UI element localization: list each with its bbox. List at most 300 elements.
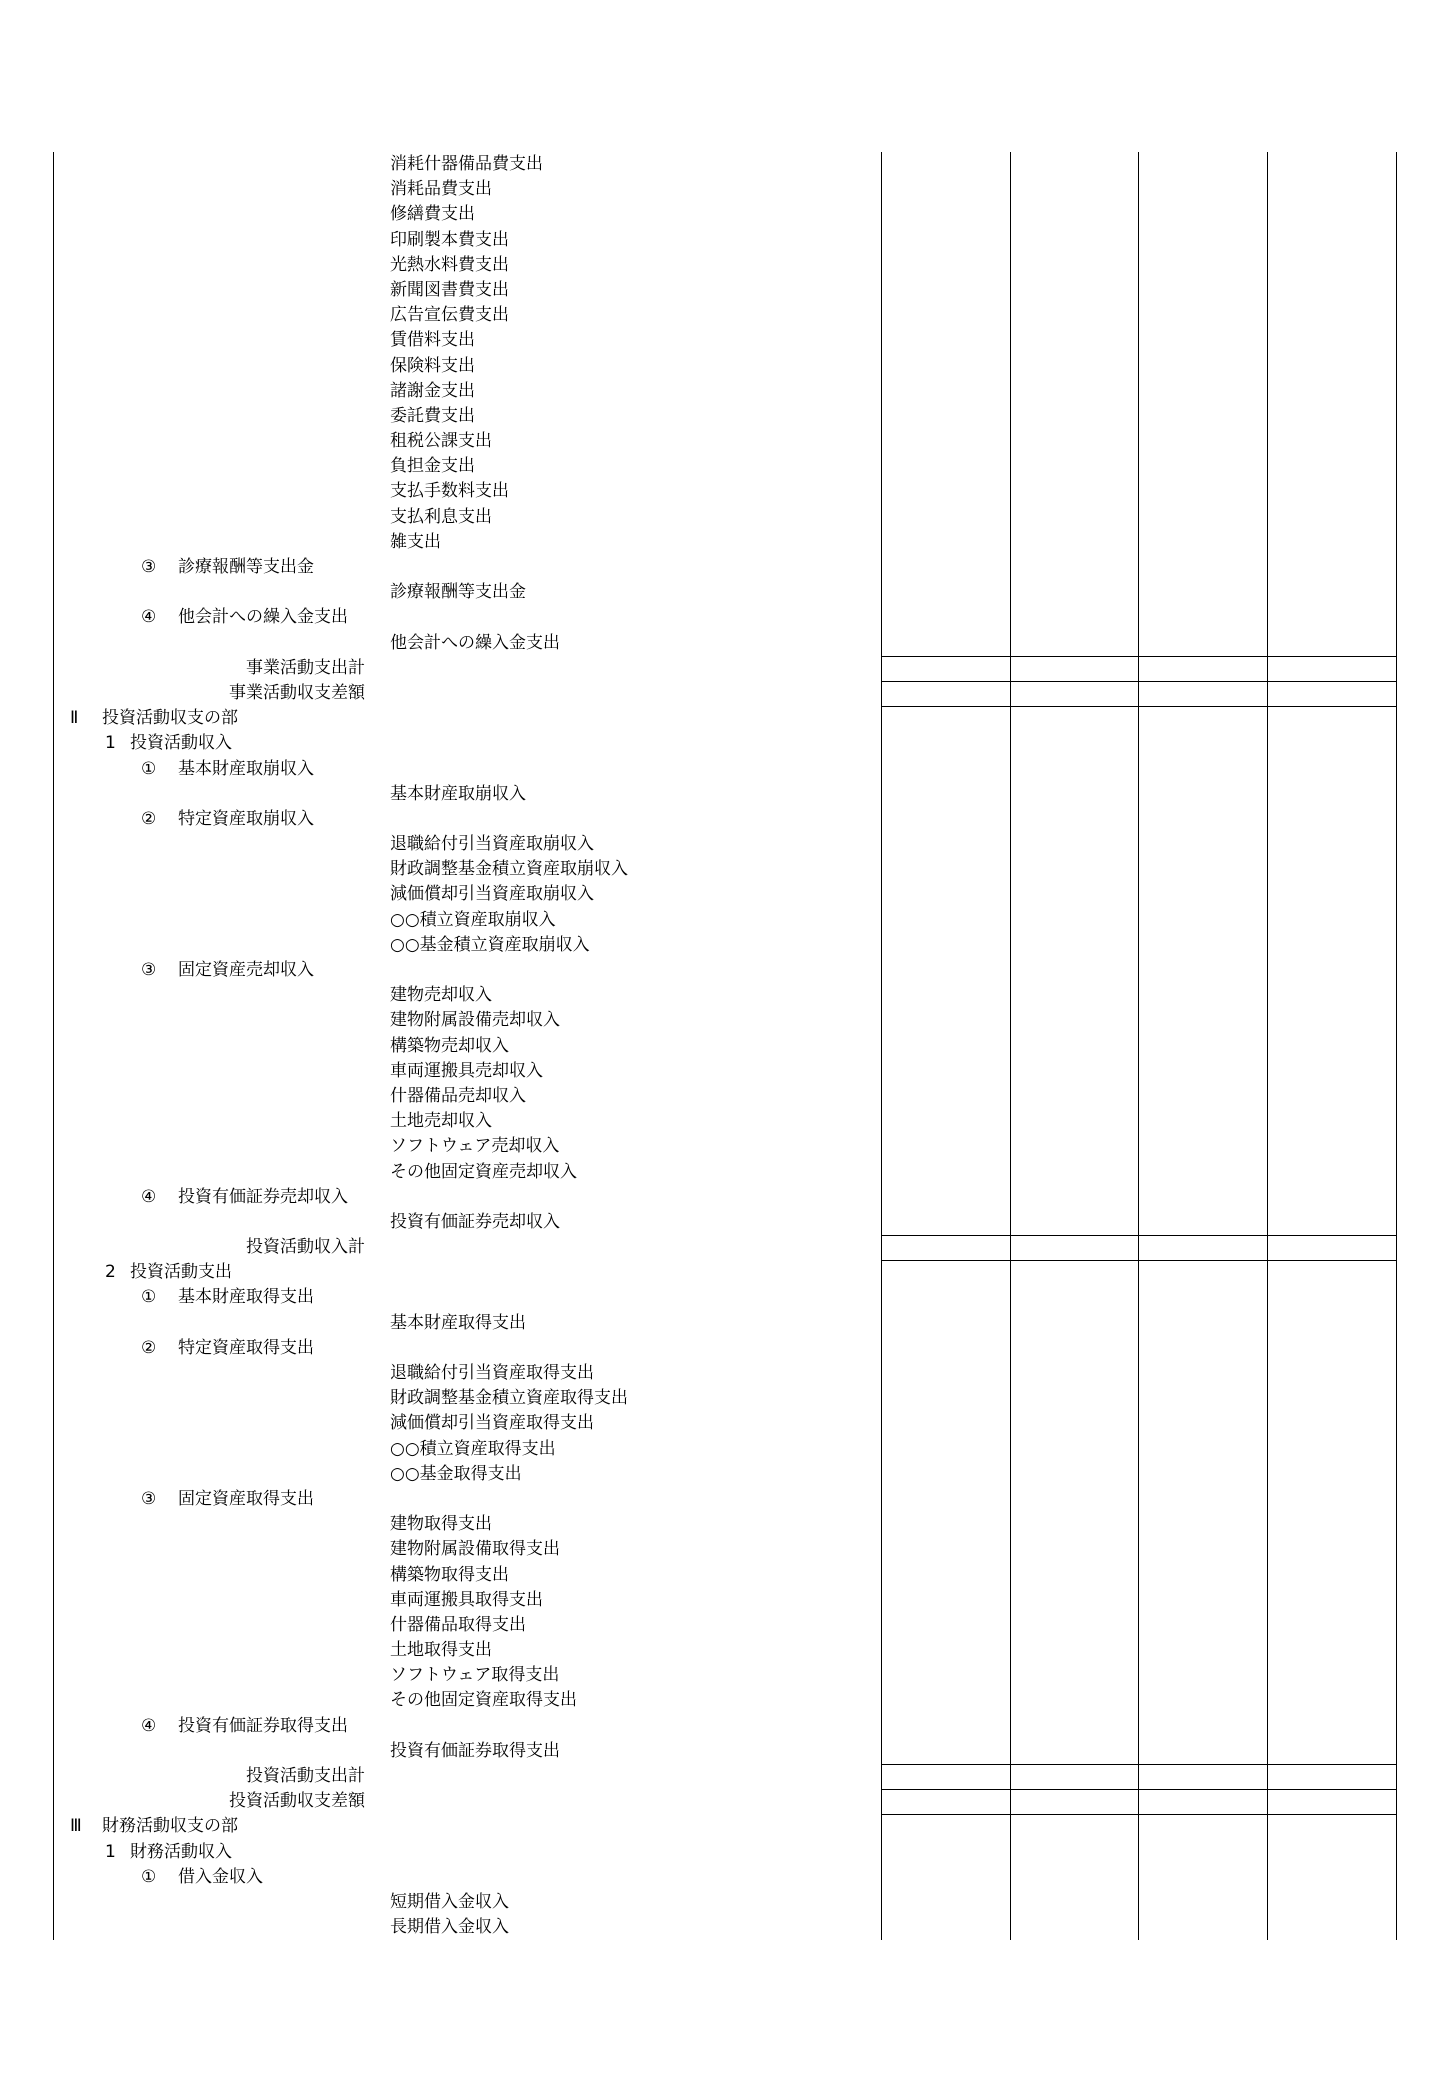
amount-cell [1267, 1663, 1397, 1688]
amount-cell [1138, 555, 1267, 580]
amount-cell [1267, 429, 1397, 454]
amount-cell [1010, 303, 1138, 328]
amount-cell [1010, 530, 1138, 555]
amount-cell [1010, 1084, 1138, 1109]
table-row-item [54, 1386, 1397, 1411]
row-label: 修繕費支出 [390, 204, 475, 225]
table-row-item [54, 354, 1397, 379]
amount-cell [881, 580, 1010, 605]
table-row-item [54, 933, 1397, 958]
amount-cell [1010, 807, 1138, 832]
amount-cell [1267, 1160, 1397, 1185]
amount-cell [881, 1134, 1010, 1159]
amount-cell [1267, 1865, 1397, 1890]
amount-cell [1267, 933, 1397, 958]
row-number: ② [141, 1337, 157, 1358]
amount-cell [881, 1361, 1010, 1386]
amount-cell [1267, 1739, 1397, 1764]
amount-cell [1010, 1059, 1138, 1084]
amount-cell [1138, 1814, 1267, 1839]
table-row-item [54, 1462, 1397, 1487]
row-label: 基本財産取崩収入 [390, 783, 526, 804]
row-label: 支払手数料支出 [390, 481, 509, 502]
table-row-item [54, 1437, 1397, 1462]
amount-cell [1010, 1588, 1138, 1613]
amount-cell [1138, 429, 1267, 454]
amount-cell [881, 177, 1010, 202]
table-row-item [54, 1613, 1397, 1638]
table-row-item [54, 1688, 1397, 1713]
table-row-item [54, 1537, 1397, 1562]
amount-cell [1010, 832, 1138, 857]
table-row-sec1 [54, 1260, 1397, 1285]
table-row-total [54, 1789, 1397, 1814]
amount-cell [1267, 404, 1397, 429]
amount-cell [1138, 1386, 1267, 1411]
amount-cell [881, 1084, 1010, 1109]
amount-cell [1267, 1185, 1397, 1210]
amount-cell [1138, 1034, 1267, 1059]
row-label: 建物売却収入 [390, 985, 492, 1006]
amount-cell [1267, 631, 1397, 656]
amount-cell [1138, 807, 1267, 832]
row-label: 財務活動収入 [130, 1841, 232, 1862]
table-row-sub [54, 605, 1397, 630]
amount-cell [881, 1336, 1010, 1361]
amount-cell [881, 656, 1010, 681]
table-row-sub [54, 757, 1397, 782]
table-row-total [54, 1764, 1397, 1789]
row-label: 土地売却収入 [390, 1111, 492, 1132]
amount-cell [1010, 681, 1138, 706]
table-row-sub [54, 1285, 1397, 1310]
amount-cell [1138, 1059, 1267, 1084]
amount-cell [1010, 1437, 1138, 1462]
amount-cell [1010, 1311, 1138, 1336]
amount-cell [1138, 1336, 1267, 1361]
amount-cell [881, 1285, 1010, 1310]
table-row-item [54, 328, 1397, 353]
row-label: 減価償却引当資産取崩収入 [390, 884, 594, 905]
amount-cell [1138, 1260, 1267, 1285]
row-label: 他会計への繰入金支出 [178, 607, 348, 628]
amount-cell [881, 152, 1010, 177]
amount-cell [1138, 379, 1267, 404]
table-row-item [54, 1084, 1397, 1109]
table-row-item [54, 857, 1397, 882]
row-label: 財政調整基金積立資産取得支出 [390, 1388, 628, 1409]
row-label: 新聞図書費支出 [390, 279, 509, 300]
amount-cell [881, 1109, 1010, 1134]
amount-cell [1267, 1688, 1397, 1713]
amount-cell [1138, 706, 1267, 731]
amount-cell [1010, 1537, 1138, 1562]
amount-cell [881, 1512, 1010, 1537]
amount-cell [1010, 454, 1138, 479]
amount-cell [881, 1840, 1010, 1865]
amount-cell [1267, 253, 1397, 278]
table-row-item [54, 1134, 1397, 1159]
amount-cell [1267, 1638, 1397, 1663]
amount-cell [1267, 1008, 1397, 1033]
table-row-total [54, 656, 1397, 681]
amount-cell [1267, 1537, 1397, 1562]
amount-cell [1138, 530, 1267, 555]
table-row-item [54, 228, 1397, 253]
table-row-sub [54, 1487, 1397, 1512]
amount-cell [1138, 1563, 1267, 1588]
row-label: 特定資産取崩収入 [178, 808, 314, 829]
amount-cell [1267, 1260, 1397, 1285]
amount-cell [1010, 1008, 1138, 1033]
amount-cell [881, 228, 1010, 253]
amount-cell [1010, 882, 1138, 907]
amount-cell [1010, 958, 1138, 983]
amount-cell [881, 1588, 1010, 1613]
row-label: 什器備品売却収入 [390, 1085, 526, 1106]
amount-cell [1010, 782, 1138, 807]
amount-cell [1267, 328, 1397, 353]
table-row-item [54, 1563, 1397, 1588]
table-row-item [54, 832, 1397, 857]
row-label: 建物取得支出 [390, 1514, 492, 1535]
table-row-item [54, 1890, 1397, 1915]
amount-cell [1267, 857, 1397, 882]
row-label: 基本財産取崩収入 [178, 758, 314, 779]
amount-cell [881, 1487, 1010, 1512]
amount-cell [1010, 1865, 1138, 1890]
amount-cell [881, 1537, 1010, 1562]
amount-cell [1010, 731, 1138, 756]
table-row-item [54, 479, 1397, 504]
amount-cell [881, 1563, 1010, 1588]
row-label: 長期借入金収入 [390, 1917, 509, 1938]
amount-cell [881, 908, 1010, 933]
total-label: 投資活動収入計 [246, 1237, 365, 1258]
amount-cell [1138, 1915, 1267, 1940]
amount-cell [881, 1638, 1010, 1663]
amount-cell [1138, 1285, 1267, 1310]
amount-cell [1267, 1487, 1397, 1512]
row-number: 1 [105, 1841, 116, 1862]
amount-cell [1267, 1789, 1397, 1814]
amount-cell [881, 1008, 1010, 1033]
amount-cell [1010, 757, 1138, 782]
amount-cell [1267, 908, 1397, 933]
amount-cell [1267, 580, 1397, 605]
amount-cell [1010, 1361, 1138, 1386]
amount-cell [1267, 555, 1397, 580]
table-row-sub [54, 807, 1397, 832]
row-label: 委託費支出 [390, 405, 475, 426]
row-label: ソフトウェア売却収入 [390, 1136, 560, 1157]
amount-cell [881, 782, 1010, 807]
amount-cell [881, 1210, 1010, 1235]
amount-cell [1138, 1764, 1267, 1789]
amount-cell [1010, 1386, 1138, 1411]
amount-cell [1138, 958, 1267, 983]
row-label: 建物附属設備売却収入 [390, 1010, 560, 1031]
amount-cell [1010, 202, 1138, 227]
amount-cell [1267, 882, 1397, 907]
row-number: 2 [105, 1262, 116, 1283]
row-label: 車両運搬具取得支出 [390, 1589, 543, 1610]
amount-cell [881, 832, 1010, 857]
amount-cell [1010, 1411, 1138, 1436]
table-row-sec [54, 706, 1397, 731]
amount-cell [1010, 1512, 1138, 1537]
amount-cell [1267, 1714, 1397, 1739]
amount-cell [881, 882, 1010, 907]
amount-cell [881, 1260, 1010, 1285]
amount-cell [881, 1814, 1010, 1839]
table-row-item [54, 882, 1397, 907]
table-row-item [54, 1008, 1397, 1033]
amount-cell [1267, 1613, 1397, 1638]
amount-cell [1267, 228, 1397, 253]
amount-cell [1138, 404, 1267, 429]
row-label: 基本財産取得支出 [178, 1287, 314, 1308]
row-label: 診療報酬等支出金 [390, 582, 526, 603]
amount-cell [1138, 1789, 1267, 1814]
amount-cell [1010, 1134, 1138, 1159]
table-row-item [54, 404, 1397, 429]
row-label: 退職給付引当資産取得支出 [390, 1363, 594, 1383]
table-row-total [54, 1235, 1397, 1260]
amount-cell [1010, 656, 1138, 681]
amount-cell [1010, 177, 1138, 202]
total-label: 事業活動収支差額 [229, 682, 365, 703]
table-row-sec1 [54, 731, 1397, 756]
table-row-item [54, 429, 1397, 454]
amount-cell [1010, 1034, 1138, 1059]
amount-cell [1267, 605, 1397, 630]
table-row-sub [54, 1185, 1397, 1210]
amount-cell [881, 1663, 1010, 1688]
row-label: 診療報酬等支出金 [178, 557, 314, 577]
amount-cell [881, 807, 1010, 832]
row-number: Ⅱ [70, 708, 79, 729]
amount-cell [881, 379, 1010, 404]
amount-cell [1010, 228, 1138, 253]
amount-cell [1267, 152, 1397, 177]
table-row-item [54, 1915, 1397, 1940]
total-label: 投資活動支出計 [246, 1766, 365, 1786]
row-label: ○○積立資産取得支出 [390, 1438, 556, 1459]
amount-cell [1138, 731, 1267, 756]
amount-cell [1010, 1789, 1138, 1814]
amount-cell [1010, 1915, 1138, 1940]
table-row-total [54, 681, 1397, 706]
amount-cell [1138, 1714, 1267, 1739]
amount-cell [1138, 1235, 1267, 1260]
row-label: 消耗什器備品費支出 [390, 154, 543, 174]
row-label: 建物附属設備取得支出 [390, 1539, 560, 1560]
amount-cell [1138, 1008, 1267, 1033]
row-label: 投資活動収支の部 [102, 708, 238, 729]
amount-cell [881, 857, 1010, 882]
amount-cell [881, 1739, 1010, 1764]
amount-cell [1267, 1386, 1397, 1411]
amount-cell [1138, 328, 1267, 353]
table-row-item [54, 202, 1397, 227]
amount-cell [881, 706, 1010, 731]
table-row-item [54, 983, 1397, 1008]
amount-cell [881, 429, 1010, 454]
table-row-item [54, 1739, 1397, 1764]
row-label: 固定資産取得支出 [178, 1488, 314, 1509]
table-row-sub [54, 555, 1397, 580]
table-row-item [54, 1361, 1397, 1386]
table-row-item [54, 1059, 1397, 1084]
amount-cell [881, 1865, 1010, 1890]
amount-cell [1010, 253, 1138, 278]
row-label: 投資活動収入 [130, 733, 232, 754]
amount-cell [1138, 1638, 1267, 1663]
row-number: ④ [141, 1715, 157, 1736]
row-label: 諸謝金支出 [390, 380, 475, 401]
amount-cell [1138, 1613, 1267, 1638]
amount-cell [1138, 152, 1267, 177]
table-row-sub [54, 1865, 1397, 1890]
table-row-item [54, 177, 1397, 202]
amount-cell [1267, 757, 1397, 782]
amount-cell [881, 505, 1010, 530]
table-row-item [54, 631, 1397, 656]
amount-cell [1138, 1588, 1267, 1613]
amount-cell [1010, 1840, 1138, 1865]
amount-cell [1267, 1210, 1397, 1235]
amount-cell [881, 253, 1010, 278]
row-label: 印刷製本費支出 [390, 229, 509, 250]
row-number: 1 [105, 733, 116, 754]
table-row-item [54, 1210, 1397, 1235]
amount-cell [881, 454, 1010, 479]
amount-cell [1267, 1235, 1397, 1260]
amount-cell [1010, 1109, 1138, 1134]
row-label: 財務活動収支の部 [102, 1816, 238, 1837]
amount-cell [1010, 1613, 1138, 1638]
amount-cell [1010, 605, 1138, 630]
table-row-item [54, 152, 1397, 177]
amount-cell [1267, 1512, 1397, 1537]
amount-cell [1267, 1134, 1397, 1159]
budget-statement-table [53, 152, 1397, 1940]
amount-cell [1010, 1487, 1138, 1512]
row-number: ③ [141, 960, 157, 980]
amount-cell [881, 1915, 1010, 1940]
amount-cell [1010, 983, 1138, 1008]
row-label: 財政調整基金積立資産取崩収入 [390, 859, 628, 880]
row-label: 消耗品費支出 [390, 179, 492, 200]
amount-cell [1267, 454, 1397, 479]
table-row-item [54, 1160, 1397, 1185]
amount-cell [881, 1613, 1010, 1638]
table-row-sub [54, 1336, 1397, 1361]
amount-cell [1138, 882, 1267, 907]
row-label: 投資活動支出 [130, 1262, 232, 1283]
amount-cell [1010, 505, 1138, 530]
amount-cell [1267, 1840, 1397, 1865]
amount-cell [1267, 379, 1397, 404]
table-row-item [54, 454, 1397, 479]
amount-cell [1138, 1663, 1267, 1688]
amount-cell [1138, 202, 1267, 227]
amount-cell [881, 1437, 1010, 1462]
amount-cell [1010, 1260, 1138, 1285]
amount-cell [1010, 1814, 1138, 1839]
amount-cell [1010, 1663, 1138, 1688]
total-label: 事業活動支出計 [246, 657, 365, 678]
table-row-item [54, 278, 1397, 303]
amount-cell [1267, 479, 1397, 504]
table-row-item [54, 505, 1397, 530]
amount-cell [1138, 757, 1267, 782]
table-row-item [54, 1512, 1397, 1537]
amount-cell [1138, 228, 1267, 253]
amount-cell [1010, 479, 1138, 504]
amount-cell [1010, 1638, 1138, 1663]
amount-cell [1138, 177, 1267, 202]
table-row-item [54, 1638, 1397, 1663]
amount-cell [1010, 1160, 1138, 1185]
amount-cell [1138, 1361, 1267, 1386]
amount-cell [881, 933, 1010, 958]
table-row-sec1 [54, 1840, 1397, 1865]
amount-cell [1138, 1437, 1267, 1462]
amount-cell [881, 1462, 1010, 1487]
table-row-item [54, 379, 1397, 404]
amount-cell [1138, 1865, 1267, 1890]
amount-cell [881, 303, 1010, 328]
row-label: 什器備品取得支出 [390, 1614, 526, 1635]
table-row-sub [54, 1714, 1397, 1739]
amount-cell [1138, 253, 1267, 278]
row-label: 基本財産取得支出 [390, 1312, 526, 1333]
row-label: ○○基金取得支出 [390, 1463, 522, 1484]
row-number: Ⅲ [70, 1816, 82, 1837]
amount-cell [1010, 1185, 1138, 1210]
amount-cell [1267, 1814, 1397, 1839]
amount-cell [1010, 379, 1138, 404]
table-row-item [54, 908, 1397, 933]
amount-cell [1267, 807, 1397, 832]
row-label: 投資有価証券売却収入 [178, 1186, 348, 1207]
amount-cell [1138, 1688, 1267, 1713]
amount-cell [881, 958, 1010, 983]
amount-cell [1010, 1563, 1138, 1588]
amount-cell [1138, 1210, 1267, 1235]
amount-cell [1010, 706, 1138, 731]
row-number: ② [141, 808, 157, 829]
amount-cell [1267, 1462, 1397, 1487]
amount-cell [1138, 832, 1267, 857]
amount-cell [1267, 832, 1397, 857]
amount-cell [1010, 580, 1138, 605]
amount-cell [1138, 656, 1267, 681]
amount-cell [1267, 782, 1397, 807]
amount-cell [881, 1185, 1010, 1210]
amount-cell [1138, 278, 1267, 303]
amount-cell [1267, 177, 1397, 202]
row-label: 投資有価証券売却収入 [390, 1211, 560, 1232]
row-label: 退職給付引当資産取崩収入 [390, 834, 594, 855]
amount-cell [1138, 479, 1267, 504]
amount-cell [1010, 1688, 1138, 1713]
amount-cell [1010, 1210, 1138, 1235]
amount-cell [881, 731, 1010, 756]
row-label: 他会計への繰入金支出 [390, 632, 560, 653]
